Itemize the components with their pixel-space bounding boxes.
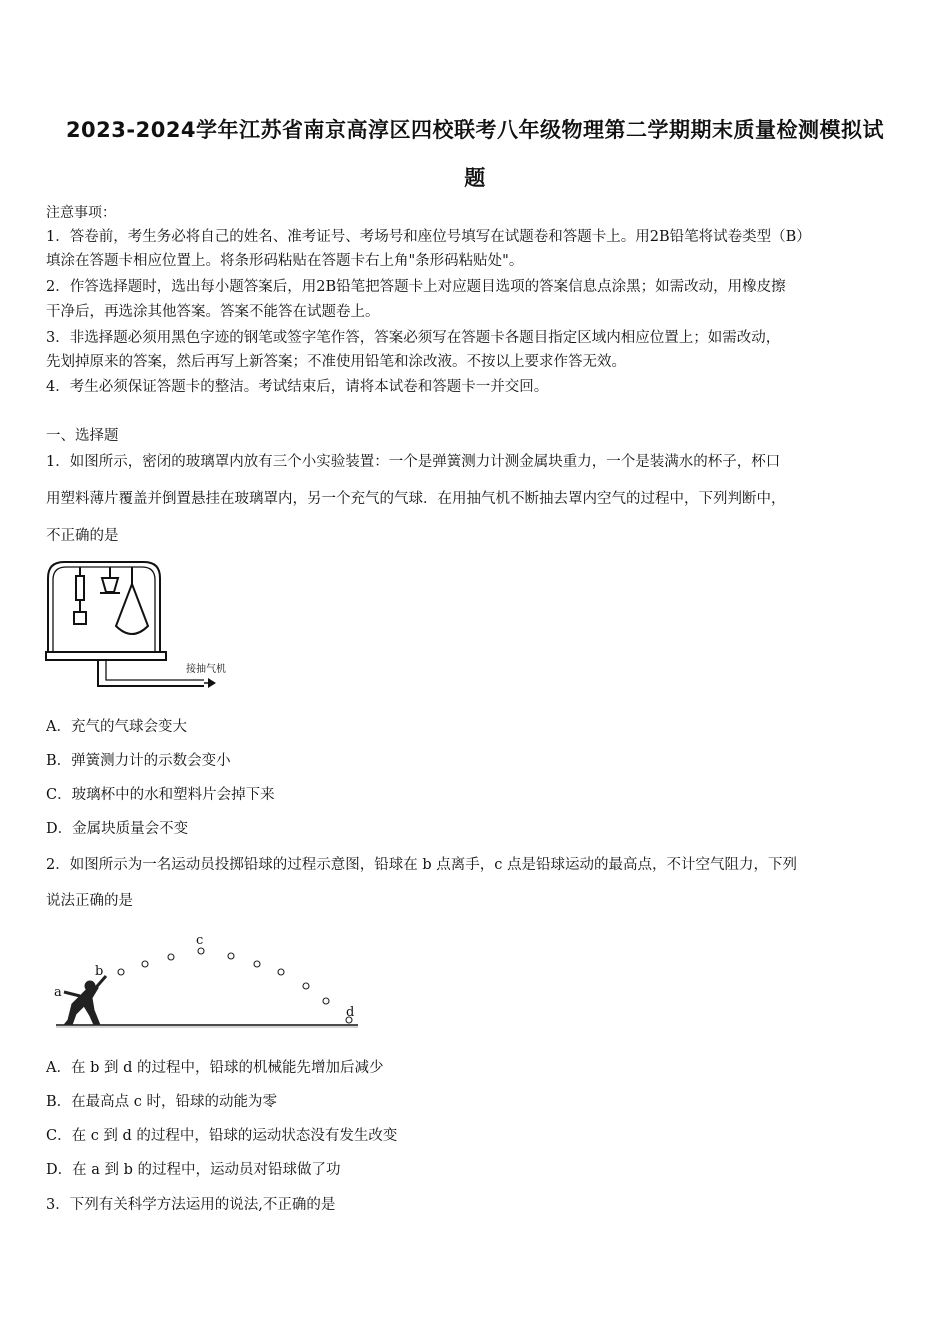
notice-heading: 注意事项： bbox=[46, 205, 116, 221]
q1-stem-line: 用塑料薄片覆盖并倒置悬挂在玻璃罩内，另一个充气的气球．在用抽气机不断抽去罩内空气的过程中，下列判断中， bbox=[46, 491, 786, 507]
q2-shot-put-figure bbox=[50, 930, 370, 1032]
label-a: a bbox=[54, 985, 62, 1000]
athlete-figure bbox=[64, 976, 106, 1025]
notice-line: 填涂在答题卡相应位置上。将条形码粘贴在答题卡右上角"条形码粘贴处"。 bbox=[46, 253, 524, 269]
q1-stem-line: 不正确的是 bbox=[46, 528, 119, 544]
q1-option-d: D．金属块质量会不变 bbox=[46, 821, 189, 837]
notice-line: 2．作答选择题时，选出每小题答案后，用2B铅笔把答题卡上对应题目选项的答案信息点涂黑；如需改动，用橡皮擦 bbox=[46, 279, 786, 295]
q2-stem-line: 说法正确的是 bbox=[46, 893, 133, 909]
notice-line: 1．答卷前，考生务必将自己的姓名、准考证号、考场号和座位号填写在试题卷和答题卡上。用2B铅笔将试卷类型（B） bbox=[46, 229, 811, 245]
q2-stem-line: 2．如图所示为一名运动员投掷铅球的过程示意图，铅球在 b 点离手，c 点是铅球运动的最高点，不计空气阻力，下列 bbox=[46, 857, 797, 873]
doc-title-line2: 题 bbox=[464, 166, 486, 190]
q2-option-d: D．在 a 到 b 的过程中，运动员对铅球做了功 bbox=[46, 1162, 341, 1178]
q1-option-a: A．充气的气球会变大 bbox=[46, 719, 187, 735]
label-b: b bbox=[95, 964, 104, 979]
q1-option-c: C．玻璃杯中的水和塑料片会掉下来 bbox=[46, 787, 275, 803]
q2-option-b: B．在最高点 c 时，铅球的动能为零 bbox=[46, 1094, 277, 1110]
q1-stem-line: 1．如图所示，密闭的玻璃罩内放有三个小实验装置：一个是弹簧测力计测金属块重力，一个是装满水的杯子，杯口 bbox=[46, 454, 781, 470]
section-heading: 一、选择题 bbox=[46, 428, 119, 444]
q1-option-b: B．弹簧测力计的示数会变小 bbox=[46, 753, 231, 769]
notice-line: 3．非选择题必须用黑色字迹的钢笔或签字笔作答，答案必须写在答题卡各题目指定区域内相应位置上；如需改动， bbox=[46, 330, 781, 346]
q2-option-c: C．在 c 到 d 的过程中，铅球的运动状态没有发生改变 bbox=[46, 1128, 398, 1144]
notice-line: 4．考生必须保证答题卡的整洁。考试结束后，请将本试卷和答题卡一并交回。 bbox=[46, 379, 549, 395]
q1-bell-jar-figure bbox=[44, 556, 254, 696]
q1-figure-label: 接抽气机 bbox=[186, 664, 226, 675]
notice-line: 干净后，再选涂其他答案。答案不能答在试题卷上。 bbox=[46, 304, 380, 320]
label-d: d bbox=[346, 1005, 355, 1020]
doc-title-line1: 2023-2024学年江苏省南京高淳区四校联考八年级物理第二学期期末质量检测模拟试 bbox=[65, 118, 885, 142]
label-c: c bbox=[196, 933, 204, 948]
q3-stem-line: 3．下列有关科学方法运用的说法,不正确的是 bbox=[46, 1197, 336, 1213]
notice-line: 先划掉原来的答案，然后再写上新答案；不准使用铅笔和涂改液。不按以上要求作答无效。 bbox=[46, 354, 626, 370]
q2-option-a: A．在 b 到 d 的过程中，铅球的机械能先增加后减少 bbox=[46, 1060, 384, 1076]
